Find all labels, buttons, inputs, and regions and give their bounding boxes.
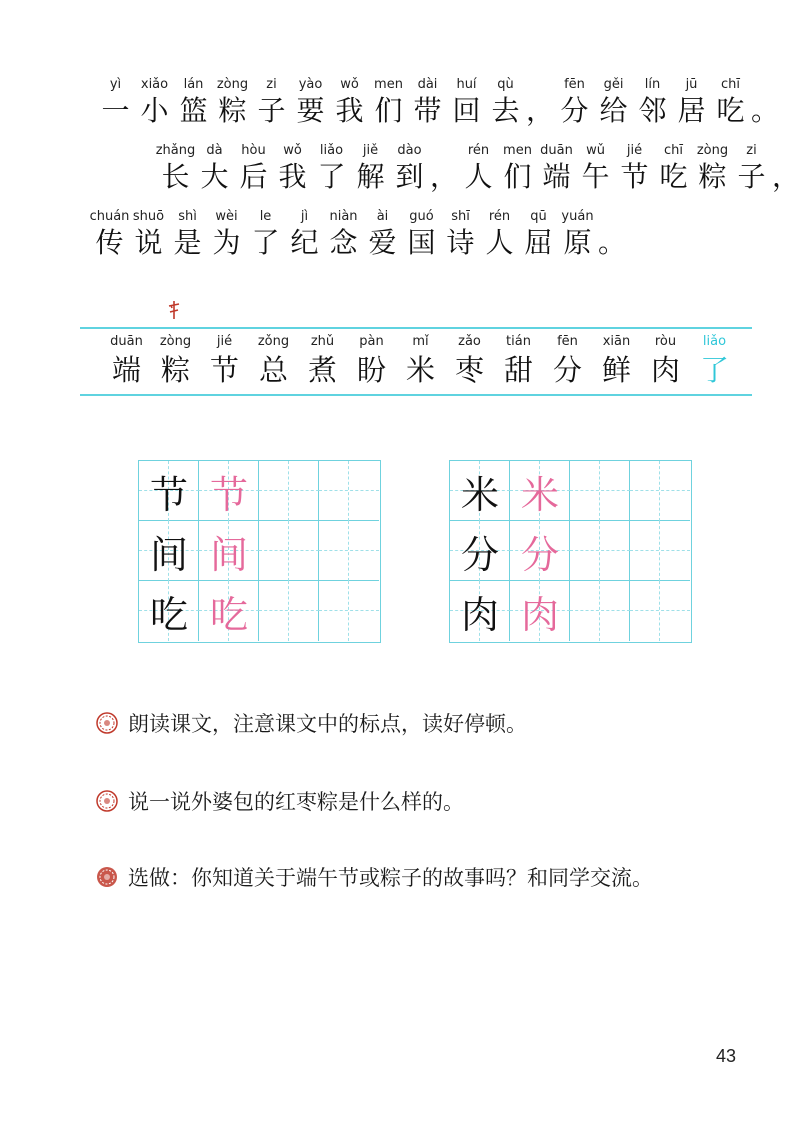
pinyin: wǒ xyxy=(340,77,359,92)
hanzi: 屈 xyxy=(524,226,553,259)
pinyin: dài xyxy=(417,77,438,92)
hanzi: 大 xyxy=(200,160,229,193)
stroke-mark-icon xyxy=(168,300,180,320)
hanzi-with-pinyin xyxy=(195,142,234,194)
punctuation xyxy=(525,76,555,128)
pinyin: rén xyxy=(467,143,490,158)
hanzi: 我 xyxy=(335,94,364,127)
hanzi: 午 xyxy=(581,160,610,193)
hanzi-with-pinyin xyxy=(90,208,129,260)
seal-icon xyxy=(96,712,118,734)
exercise-1 xyxy=(96,708,527,738)
model-character: 肉 xyxy=(460,592,499,637)
hanzi-with-pinyin xyxy=(732,142,771,194)
model-character: 节 xyxy=(149,472,188,517)
hanzi-with-pinyin xyxy=(693,142,732,194)
grid-cell xyxy=(199,461,259,521)
vocab-pinyin: zǎo xyxy=(458,334,481,349)
hanzi: 子 xyxy=(257,94,286,127)
vocab-item xyxy=(151,332,200,388)
hanzi: 说 xyxy=(134,226,163,259)
vocab-pinyin: duān xyxy=(110,334,143,349)
vocab-item xyxy=(690,332,739,388)
hanzi: 居 xyxy=(677,94,706,127)
vocab-hanzi: 米 xyxy=(405,353,435,387)
grid-cell xyxy=(570,461,630,521)
hanzi: 子 xyxy=(737,160,766,193)
grid-cell xyxy=(630,581,690,641)
exercise-1-text: 朗读课文，注意课文中的标点，读好停顿。 xyxy=(128,712,527,736)
hanzi: 。 xyxy=(750,94,779,127)
punctuation xyxy=(771,142,800,194)
pinyin: zòng xyxy=(216,77,249,92)
pinyin: duān xyxy=(540,143,573,158)
vocab-hanzi: 甜 xyxy=(503,353,533,387)
hanzi: 回 xyxy=(452,94,481,127)
trace-character: 节 xyxy=(209,472,248,517)
grid-cell xyxy=(319,581,379,641)
grid-cell xyxy=(199,521,259,581)
vocab-item xyxy=(249,332,298,388)
hanzi-with-pinyin xyxy=(486,76,525,128)
pinyin: guó xyxy=(409,209,434,224)
pinyin: chī xyxy=(664,143,683,158)
trace-character: 肉 xyxy=(520,592,559,637)
hanzi-with-pinyin xyxy=(633,76,672,128)
hanzi: 粽 xyxy=(698,160,727,193)
exercise-3 xyxy=(96,862,653,892)
text-line-1 xyxy=(96,76,780,128)
pinyin: wǒ xyxy=(283,143,302,158)
hanzi-with-pinyin xyxy=(459,142,498,194)
hanzi: 人 xyxy=(485,226,514,259)
vocab-pinyin: mǐ xyxy=(412,334,429,349)
pinyin: shuō xyxy=(132,209,165,224)
hanzi-with-pinyin xyxy=(498,142,537,194)
hanzi: 分 xyxy=(560,94,589,127)
hanzi-with-pinyin xyxy=(576,142,615,194)
model-character: 间 xyxy=(149,532,188,577)
hanzi: 解 xyxy=(356,160,385,193)
exercise-2 xyxy=(96,786,464,816)
pinyin: chuán xyxy=(89,209,130,224)
hanzi-with-pinyin xyxy=(408,76,447,128)
hanzi-with-pinyin xyxy=(519,208,558,260)
vocab-pinyin: ròu xyxy=(654,334,677,349)
vocab-hanzi: 粽 xyxy=(160,353,190,387)
grid-cell xyxy=(139,461,199,521)
hanzi-with-pinyin xyxy=(96,76,135,128)
hanzi: 给 xyxy=(599,94,628,127)
hanzi: 节 xyxy=(620,160,649,193)
hanzi: 纪 xyxy=(290,226,319,259)
vocab-pinyin: jié xyxy=(216,334,233,349)
pinyin: jiě xyxy=(362,143,379,158)
pinyin: men xyxy=(503,143,532,158)
hanzi-with-pinyin xyxy=(441,208,480,260)
hanzi-with-pinyin xyxy=(156,142,195,194)
hanzi: 后 xyxy=(239,160,268,193)
vocab-hanzi: 端 xyxy=(111,353,141,387)
hanzi: 吃 xyxy=(716,94,745,127)
vocab-item xyxy=(494,332,543,388)
punctuation xyxy=(429,142,459,194)
page-number: 43 xyxy=(715,1046,736,1066)
hanzi: 们 xyxy=(374,94,403,127)
pinyin: qū xyxy=(530,209,547,224)
pinyin: fēn xyxy=(564,77,585,92)
exercise-2-text: 说一说外婆包的红枣粽是什么样的。 xyxy=(128,790,464,814)
hanzi: ， xyxy=(429,160,458,193)
hanzi-with-pinyin xyxy=(246,208,285,260)
vocab-item xyxy=(347,332,396,388)
vocab-item xyxy=(641,332,690,388)
pinyin: gěi xyxy=(603,77,624,92)
hanzi-with-pinyin xyxy=(402,208,441,260)
pinyin: chī xyxy=(721,77,740,92)
hanzi: 端 xyxy=(542,160,571,193)
hanzi: 是 xyxy=(173,226,202,259)
vocab-item xyxy=(543,332,592,388)
hanzi-with-pinyin xyxy=(285,208,324,260)
seal-icon xyxy=(96,790,118,812)
hanzi-with-pinyin xyxy=(168,208,207,260)
vocab-hanzi: 肉 xyxy=(650,353,680,387)
hanzi: 。 xyxy=(597,226,626,259)
hanzi: 传 xyxy=(95,226,124,259)
vocab-item xyxy=(592,332,641,388)
hanzi: 原 xyxy=(563,226,592,259)
pinyin: zòng xyxy=(696,143,729,158)
grid-cell xyxy=(570,521,630,581)
vocab-hanzi: 节 xyxy=(209,353,239,387)
vocab-pinyin: zòng xyxy=(159,334,192,349)
vocab-hanzi: 盼 xyxy=(356,353,386,387)
vocab-item xyxy=(102,332,151,388)
hanzi: 长 xyxy=(161,160,190,193)
hanzi-with-pinyin xyxy=(480,208,519,260)
hanzi-with-pinyin xyxy=(135,76,174,128)
hanzi: 诗 xyxy=(446,226,475,259)
pinyin: xiǎo xyxy=(140,77,169,92)
grid-cell xyxy=(319,521,379,581)
hanzi: 要 xyxy=(296,94,325,127)
hanzi-with-pinyin xyxy=(594,76,633,128)
grid-cell xyxy=(630,521,690,581)
grid-cell xyxy=(450,581,510,641)
pinyin: qù xyxy=(497,77,514,92)
pinyin: yuán xyxy=(561,209,594,224)
hanzi: 篮 xyxy=(179,94,208,127)
pinyin: wèi xyxy=(215,209,238,224)
pinyin: rén xyxy=(488,209,511,224)
grid-cell xyxy=(259,581,319,641)
hanzi-with-pinyin xyxy=(324,208,363,260)
text-line-2 xyxy=(156,142,800,194)
hanzi-with-pinyin xyxy=(312,142,351,194)
hanzi-with-pinyin xyxy=(330,76,369,128)
hanzi: 我 xyxy=(278,160,307,193)
hanzi: 为 xyxy=(212,226,241,259)
hanzi-with-pinyin xyxy=(654,142,693,194)
pinyin: dà xyxy=(206,143,223,158)
vocab-pinyin: xiān xyxy=(602,334,631,349)
vocab-pinyin: tián xyxy=(506,334,531,349)
hanzi: 爱 xyxy=(368,226,397,259)
vocab-item xyxy=(396,332,445,388)
hanzi: 们 xyxy=(503,160,532,193)
writing-grid-left xyxy=(138,460,381,643)
pinyin: ài xyxy=(376,209,389,224)
hanzi: ， xyxy=(771,160,800,193)
pinyin: zi xyxy=(266,77,277,92)
vocab-hanzi: 总 xyxy=(258,353,288,387)
vocab-hanzi: 分 xyxy=(552,353,582,387)
grid-cell xyxy=(450,521,510,581)
hanzi: 到 xyxy=(395,160,424,193)
pinyin: dào xyxy=(397,143,422,158)
vocab-hanzi: 煮 xyxy=(307,353,337,387)
trace-character: 分 xyxy=(520,532,559,577)
pinyin: huí xyxy=(456,77,477,92)
hanzi-with-pinyin xyxy=(369,76,408,128)
hanzi-with-pinyin xyxy=(291,76,330,128)
vocab-pinyin: zǒng xyxy=(257,334,290,349)
vocab-row xyxy=(102,332,739,388)
hanzi: 带 xyxy=(413,94,442,127)
grid-cell xyxy=(259,461,319,521)
vocab-pinyin: pàn xyxy=(359,334,384,349)
trace-character: 米 xyxy=(520,472,559,517)
pinyin: zhǎng xyxy=(155,143,196,158)
hanzi-with-pinyin xyxy=(129,208,168,260)
punctuation xyxy=(597,208,627,260)
hanzi-with-pinyin xyxy=(711,76,750,128)
grid-cell xyxy=(570,581,630,641)
hanzi-with-pinyin xyxy=(672,76,711,128)
grid-cell xyxy=(510,581,570,641)
pinyin: shì xyxy=(178,209,197,224)
hanzi-with-pinyin xyxy=(273,142,312,194)
hanzi-with-pinyin xyxy=(252,76,291,128)
hanzi-with-pinyin xyxy=(174,76,213,128)
pinyin: men xyxy=(374,77,403,92)
hanzi-with-pinyin xyxy=(213,76,252,128)
hanzi: 粽 xyxy=(218,94,247,127)
vocab-top-rule xyxy=(80,327,752,329)
hanzi: 人 xyxy=(464,160,493,193)
vocab-pinyin: zhǔ xyxy=(310,334,335,349)
text-line-3 xyxy=(90,208,627,260)
writing-grid-right xyxy=(449,460,692,643)
exercise-3-text: 选做：你知道关于端午节或粽子的故事吗？和同学交流。 xyxy=(128,866,653,890)
vocab-pinyin: fēn xyxy=(557,334,578,349)
grid-cell xyxy=(199,581,259,641)
hanzi-with-pinyin xyxy=(234,142,273,194)
hanzi-with-pinyin xyxy=(207,208,246,260)
hanzi: 国 xyxy=(407,226,436,259)
punctuation xyxy=(750,76,780,128)
hanzi-with-pinyin xyxy=(615,142,654,194)
model-character: 吃 xyxy=(149,592,188,637)
vocab-bottom-rule xyxy=(80,394,752,396)
hanzi: 了 xyxy=(251,226,280,259)
hanzi-with-pinyin xyxy=(390,142,429,194)
vocab-hanzi: 鲜 xyxy=(601,353,631,387)
model-character: 米 xyxy=(460,472,499,517)
hanzi: 了 xyxy=(317,160,346,193)
pinyin: zi xyxy=(746,143,757,158)
pinyin: shī xyxy=(451,209,470,224)
hanzi: 念 xyxy=(329,226,358,259)
pinyin: jié xyxy=(626,143,643,158)
hanzi: 一 xyxy=(101,94,130,127)
model-character: 分 xyxy=(460,532,499,577)
grid-cell xyxy=(510,461,570,521)
trace-character: 间 xyxy=(209,532,248,577)
vocab-hanzi: 枣 xyxy=(454,353,484,387)
seal-icon xyxy=(96,866,118,888)
hanzi-with-pinyin xyxy=(555,76,594,128)
hanzi-with-pinyin xyxy=(363,208,402,260)
grid-cell xyxy=(510,521,570,581)
vocab-hanzi: 了 xyxy=(699,353,729,387)
grid-cell xyxy=(259,521,319,581)
hanzi-with-pinyin xyxy=(351,142,390,194)
hanzi: 邻 xyxy=(638,94,667,127)
grid-cell xyxy=(139,521,199,581)
pinyin: wǔ xyxy=(586,143,605,158)
pinyin: niàn xyxy=(329,209,358,224)
pinyin: liǎo xyxy=(319,143,344,158)
vocab-item xyxy=(445,332,494,388)
trace-character: 吃 xyxy=(209,592,248,637)
hanzi: 去 xyxy=(491,94,520,127)
pinyin: lán xyxy=(183,77,204,92)
hanzi-with-pinyin xyxy=(447,76,486,128)
pinyin: le xyxy=(259,209,272,224)
hanzi-with-pinyin xyxy=(537,142,576,194)
grid-cell xyxy=(630,461,690,521)
hanzi: 小 xyxy=(140,94,169,127)
pinyin: hòu xyxy=(241,143,266,158)
pinyin: jū xyxy=(685,77,698,92)
vocab-item xyxy=(200,332,249,388)
vocab-pinyin: liǎo xyxy=(702,334,727,349)
vocab-item xyxy=(298,332,347,388)
hanzi: 吃 xyxy=(659,160,688,193)
pinyin: jì xyxy=(300,209,309,224)
grid-cell xyxy=(450,461,510,521)
pinyin: lín xyxy=(644,77,661,92)
grid-cell xyxy=(139,581,199,641)
hanzi-with-pinyin xyxy=(558,208,597,260)
pinyin: yào xyxy=(298,77,323,92)
hanzi: ， xyxy=(525,94,554,127)
grid-cell xyxy=(319,461,379,521)
pinyin: yì xyxy=(109,77,122,92)
